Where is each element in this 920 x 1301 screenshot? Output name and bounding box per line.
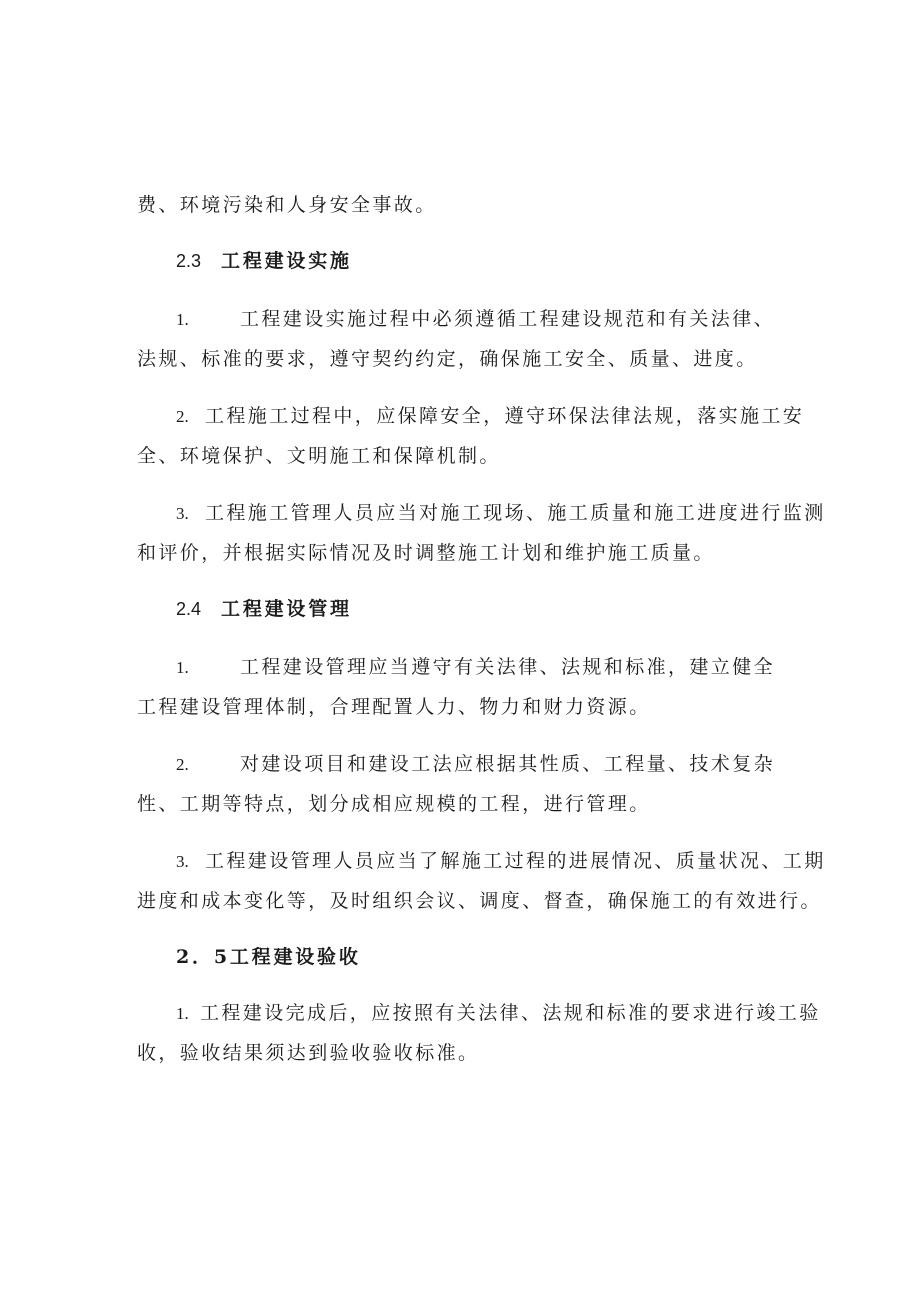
item-text-line2: 全、环境保护、文明施工和保障机制。 bbox=[137, 445, 501, 467]
item-text-line2: 收，验收结果须达到验收验收标准。 bbox=[137, 1042, 480, 1064]
item-text-line1: 工程建设实施过程中必须遵循工程建设规范和有关法律、 bbox=[240, 308, 776, 330]
item-text-line2: 法规、标准的要求，遵守契约约定，确保施工安全、质量、进度。 bbox=[137, 348, 758, 370]
section-title: 工程建设管理 bbox=[221, 598, 352, 620]
section-number: 2.3 bbox=[176, 251, 202, 271]
item-text-line2: 工程建设管理体制，合理配置人力、物力和财力资源。 bbox=[137, 696, 651, 718]
list-item-2-3-1 bbox=[176, 307, 775, 332]
item-number: 3. bbox=[176, 852, 189, 871]
item-text-line1: 对建设项目和建设工法应根据其性质、工程量、技术复杂 bbox=[240, 753, 776, 775]
item-number: 1. bbox=[176, 310, 189, 329]
item-text-line1: 工程建设完成后，应按照有关法律、法规和标准的要求进行竣工验 bbox=[200, 1002, 821, 1024]
item-text-line1: 工程施工过程中，应保障安全，遵守环保法律法规，落实施工安 bbox=[205, 405, 805, 427]
item-number: 2. bbox=[176, 407, 189, 426]
item-text-line1: 工程施工管理人员应当对施工现场、施工质量和施工进度进行监测 bbox=[205, 502, 826, 524]
list-item-2-5-1 bbox=[176, 1001, 821, 1026]
section-heading-2-5: 2．5工程建设验收 bbox=[176, 946, 361, 968]
item-number: 1. bbox=[176, 658, 189, 677]
item-text-line2: 性、工期等特点，划分成相应规模的工程，进行管理。 bbox=[137, 793, 651, 815]
list-item-2-3-2 bbox=[176, 404, 804, 429]
list-item-2-4-1 bbox=[176, 655, 775, 680]
paragraph-continuation: 费、环境污染和人身安全事故。 bbox=[137, 194, 437, 216]
item-text-line2: 进度和成本变化等，及时组织会议、调度、督查，确保施工的有效进行。 bbox=[137, 890, 822, 912]
section-title: 工程建设实施 bbox=[221, 250, 352, 272]
section-heading-2-3 bbox=[176, 249, 352, 273]
item-number: 2. bbox=[176, 755, 189, 774]
item-text-line1: 工程建设管理应当遵守有关法律、法规和标准，建立健全 bbox=[240, 656, 776, 678]
item-text-line1: 工程建设管理人员应当了解施工过程的进展情况、质量状况、工期 bbox=[205, 850, 826, 872]
section-number: 2.4 bbox=[176, 599, 202, 619]
list-item-2-4-2 bbox=[176, 752, 775, 777]
item-number: 3. bbox=[176, 504, 189, 523]
list-item-2-4-3 bbox=[176, 849, 826, 874]
item-number: 1. bbox=[176, 1004, 189, 1023]
item-text-line2: 和评价，并根据实际情况及时调整施工计划和维护施工质量。 bbox=[137, 542, 715, 564]
section-heading-2-4 bbox=[176, 597, 352, 621]
list-item-2-3-3 bbox=[176, 501, 826, 526]
